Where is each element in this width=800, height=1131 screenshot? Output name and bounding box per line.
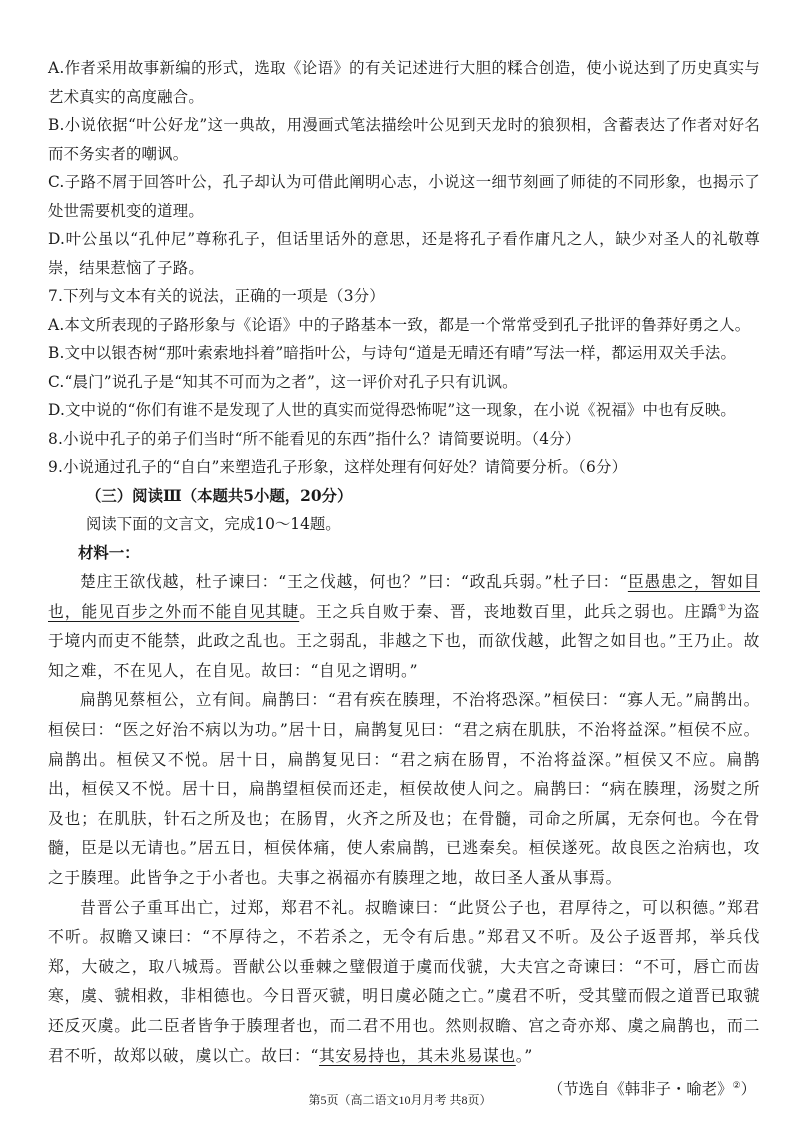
question-7: 7.下列与文本有关的说法，正确的一项是（3分）	[48, 287, 385, 305]
p3-text-a: 昔晋公子重耳出亡，过郑，郑君不礼。叔瞻谏曰：“此贤公子也，君厚待之，可以积德。”郑君不听。叔瞻又谏曰：“不厚待之，不若杀之，无令有后患。”郑君又不听。及公子返晋邦，举兵伐郑，大破之，取八城焉。晋献公以垂棘之璧假道于虞而伐虢，大夫宫之奇谏曰：“不可，唇亡而齿寒，虞、虢相救，非相德也。今日晋灭虢，明日虞必随之亡。”虞君不听，受其璧而假之道晋已取虢还反灭虞。此二臣者皆争于腠理者也，而二君不用也。然则叔瞻、宫之奇亦郑、虞之扁鹊也，而二君不听，故郑以破，虞以亡。故曰：“	[48, 897, 760, 1065]
passage-paragraph-1	[48, 567, 760, 685]
section-title: （三）阅读Ⅲ（本题共5小题，20分）	[86, 486, 353, 505]
question-block	[48, 54, 760, 482]
p1-text-a: 楚庄王欲伐越，杜子谏曰：“王之伐越，何也？”曰：“政乱兵弱。”杜子曰：“	[80, 572, 628, 591]
option-7b: B.文中以银杏树“那叶索索地抖着”暗指叶公，与诗句“道是无晴还有晴”写法一样，都运用双关手法。	[48, 344, 737, 362]
p3-text-b: 。”	[515, 1045, 533, 1065]
p1-text-c: 为盗于境内而吏不能禁，此政之乱也。王之弱乱，非越之下也，而欲伐越，此智之如目也。”王乃止。故知之难，不在见人，在自见。故曰：“自见之谓明。”	[48, 601, 761, 680]
option-7a: A.本文所表现的子路形象与《论语》中的子路基本一致，都是一个常常受到孔子批评的鲁莽好勇之人。	[48, 315, 751, 334]
page-footer: 第5页（高二语文10月月考 共8页）	[308, 1093, 492, 1107]
option-6c: C.子路不屑于回答叶公，孔子却认为可借此阐明心志，小说这一细节刻画了师徒的不同形象，也揭示了处世需要机变的道理。	[48, 173, 760, 220]
passage-paragraph-2: 扁鹊见蔡桓公，立有间。扁鹊曰：“君有疾在腠理，不治将恐深。”桓侯曰：“寡人无。”扁鹊出。桓侯曰：“医之好治不病以为功。”居十日，扁鹊复见曰：“君之病在肌肤，不治将益深。”桓侯不应。扁鹊出。桓侯又不悦。居十日，扁鹊复见曰：“君之病在肠胃，不治将益深。”桓侯又不应。扁鹊出，桓侯又不悦。居十日，扁鹊望桓侯而还走，桓侯故使人问之。扁鹊曰：“病在腠理，汤熨之所及也；在肌肤，针石之所及也；在肠胃，火齐之所及也；在骨髓，司命之所属，无奈何也。今在骨髓，臣是以无请也。”居五日，桓侯体痛，使人索扁鹊，已逃秦矣。桓侯遂死。故良医之治病也，攻之于腠理。此皆争之于小者也。夫事之祸福亦有腠理之地，故曰圣人蚤从事焉。	[48, 690, 760, 887]
option-6a: A.作者采用故事新编的形式，选取《论语》的有关记述进行大胆的糅合创造，使小说达到了历史真实与艺术真实的高度融合。	[48, 59, 760, 106]
footnote-marker-1: ①	[717, 603, 727, 614]
source-text: （节选自《韩非子・喻老》	[547, 1080, 733, 1099]
section-intro: 阅读下面的文言文，完成10～14题。	[86, 515, 341, 533]
underlined-sentence-2: 其安易持也，其未兆易谋也	[319, 1045, 516, 1065]
p1-text-b: 。王之兵自败于秦、晋，丧地数百里，此兵之弱也。庄蹻	[299, 601, 718, 621]
option-6b: B.小说依据“叶公好龙”这一典故，用漫画式笔法描绘叶公见到天龙时的狼狈相，含蓄表达了作者对好名而不务实者的嘲讽。	[48, 116, 760, 163]
passage-paragraph-3	[48, 893, 760, 1071]
source-end: ）	[740, 1080, 756, 1099]
material-title: 材料一：	[78, 543, 140, 562]
question-8: 8.小说中孔子的弟子们当时“所不能看见的东西”指什么？请简要说明。（4分）	[48, 429, 581, 448]
footnote-marker-2: ②	[732, 1080, 741, 1091]
option-7d: D.文中说的“你们有谁不是发现了人世的真实而觉得恐怖呢”这一现象，在小说《祝福》中也有反映。	[48, 401, 737, 419]
option-6d: D.叶公虽以“孔仲尼”尊称孔子，但话里话外的意思，还是将孔子看作庸凡之人，缺少对圣人的礼敬尊崇，结果惹恼了子路。	[48, 230, 760, 277]
underlined-sentence-1: 臣愚患之，智如目也，能见百步之外而不能自见其睫	[48, 572, 760, 621]
option-7c: C.“晨门”说孔子是“知其不可而为之者”，这一评价对孔子只有讥讽。	[48, 372, 518, 391]
question-9: 9.小说通过孔子的“自白”来塑造孔子形象，这样处理有何好处？请简要分析。（6分）	[48, 458, 628, 476]
